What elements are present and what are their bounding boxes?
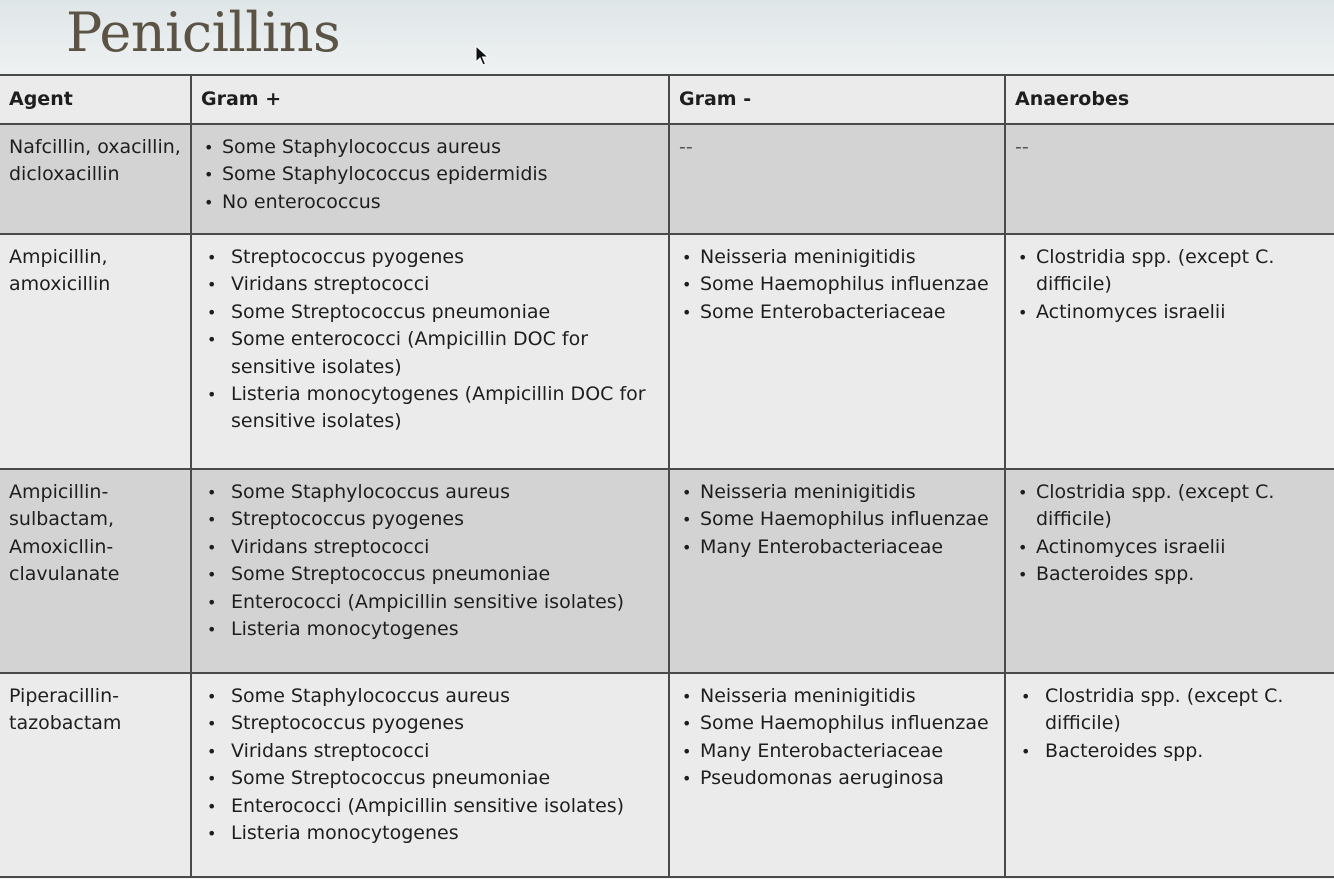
list-item: • Some Staphylococcus aureus — [201, 134, 659, 161]
mouse-cursor-icon — [475, 45, 489, 67]
list-item: • Enterococci (Ampicillin sensitive isolates) — [201, 589, 659, 616]
list-item: • Streptococcus pyogenes — [201, 244, 659, 271]
list-item: • Actinomyces israelii — [1015, 534, 1325, 561]
gram-positive-cell — [191, 234, 669, 469]
list-item: • Some Staphylococcus epidermidis — [201, 161, 659, 188]
list-item: • Many Enterobacteriaceae — [679, 534, 995, 561]
anaerobes-list — [1015, 683, 1325, 765]
list-item: • Neisseria meninigitidis — [679, 479, 995, 506]
agent-cell: Nafcillin, oxacillin, dicloxacillin — [0, 124, 191, 234]
gram-negative-cell — [669, 234, 1005, 469]
page-title: Penicillins — [66, 1, 341, 64]
gram-positive-cell — [191, 673, 669, 877]
agent-cell: Ampicillin-sulbactam, Amoxicllin-clavulanate — [0, 469, 191, 673]
list-item: • Some Streptococcus pneumoniae — [201, 299, 659, 326]
anaerobes-cell — [1005, 469, 1334, 673]
list-item: • Some Staphylococcus aureus — [201, 479, 659, 506]
list-item: • Some Haemophilus influenzae — [679, 271, 995, 298]
anaerobes-cell: -- — [1005, 124, 1334, 234]
list-item: • Actinomyces israelii — [1015, 299, 1325, 326]
list-item: • Listeria monocytogenes — [201, 820, 659, 847]
list-item: • Some Staphylococcus aureus — [201, 683, 659, 710]
list-item: • Some enterococci (Ampicillin DOC for sensitive isolates) — [201, 326, 659, 381]
list-item: • Some Enterobacteriaceae — [679, 299, 995, 326]
list-item: • Streptococcus pyogenes — [201, 710, 659, 737]
list-item: • Viridans streptococci — [201, 271, 659, 298]
penicillins-table — [0, 74, 1334, 878]
gram-positive-list — [201, 244, 659, 436]
list-item: • Clostridia spp. (except C. difficile) — [1015, 683, 1325, 738]
list-item: • Listeria monocytogenes (Ampicillin DOC for sensitive isolates) — [201, 381, 659, 436]
header-agent: Agent — [0, 75, 191, 124]
list-item: • Listeria monocytogenes — [201, 616, 659, 643]
anaerobes-cell — [1005, 673, 1334, 877]
agent-cell: Piperacillin-tazobactam — [0, 673, 191, 877]
agent-cell: Ampicillin, amoxicillin — [0, 234, 191, 469]
gram-negative-cell: -- — [669, 124, 1005, 234]
list-item: • Viridans streptococci — [201, 534, 659, 561]
list-item: • Clostridia spp. (except C. difficile) — [1015, 244, 1325, 299]
list-item: • Some Streptococcus pneumoniae — [201, 561, 659, 588]
gram-positive-list — [201, 134, 659, 216]
list-item: • Pseudomonas aeruginosa — [679, 765, 995, 792]
gram-negative-cell — [669, 469, 1005, 673]
header-gram-positive: Gram + — [191, 75, 669, 124]
gram-negative-list — [679, 244, 995, 326]
list-item: • Bacteroides spp. — [1015, 561, 1325, 588]
list-item: • Neisseria meninigitidis — [679, 683, 995, 710]
header-anaerobes: Anaerobes — [1005, 75, 1334, 124]
list-item: • Viridans streptococci — [201, 738, 659, 765]
header-gram-negative: Gram - — [669, 75, 1005, 124]
list-item: • Bacteroides spp. — [1015, 738, 1325, 765]
table-row — [0, 234, 1334, 469]
anaerobes-list — [1015, 244, 1325, 326]
table-header-row — [0, 75, 1334, 124]
gram-positive-list — [201, 683, 659, 847]
gram-negative-list — [679, 479, 995, 561]
table-row — [0, 469, 1334, 673]
list-item: • Enterococci (Ampicillin sensitive isolates) — [201, 793, 659, 820]
list-item: • Some Haemophilus influenzae — [679, 710, 995, 737]
list-item: • Some Streptococcus pneumoniae — [201, 765, 659, 792]
anaerobes-cell — [1005, 234, 1334, 469]
list-item: • No enterococcus — [201, 189, 659, 216]
table-row — [0, 673, 1334, 877]
gram-negative-list — [679, 683, 995, 793]
list-item: • Some Haemophilus influenzae — [679, 506, 995, 533]
list-item: • Many Enterobacteriaceae — [679, 738, 995, 765]
anaerobes-list — [1015, 479, 1325, 589]
gram-negative-cell — [669, 673, 1005, 877]
list-item: • Streptococcus pyogenes — [201, 506, 659, 533]
gram-positive-cell — [191, 469, 669, 673]
gram-positive-list — [201, 479, 659, 643]
list-item: • Neisseria meninigitidis — [679, 244, 995, 271]
list-item: • Clostridia spp. (except C. difficile) — [1015, 479, 1325, 534]
table-row — [0, 124, 1334, 234]
gram-positive-cell — [191, 124, 669, 234]
